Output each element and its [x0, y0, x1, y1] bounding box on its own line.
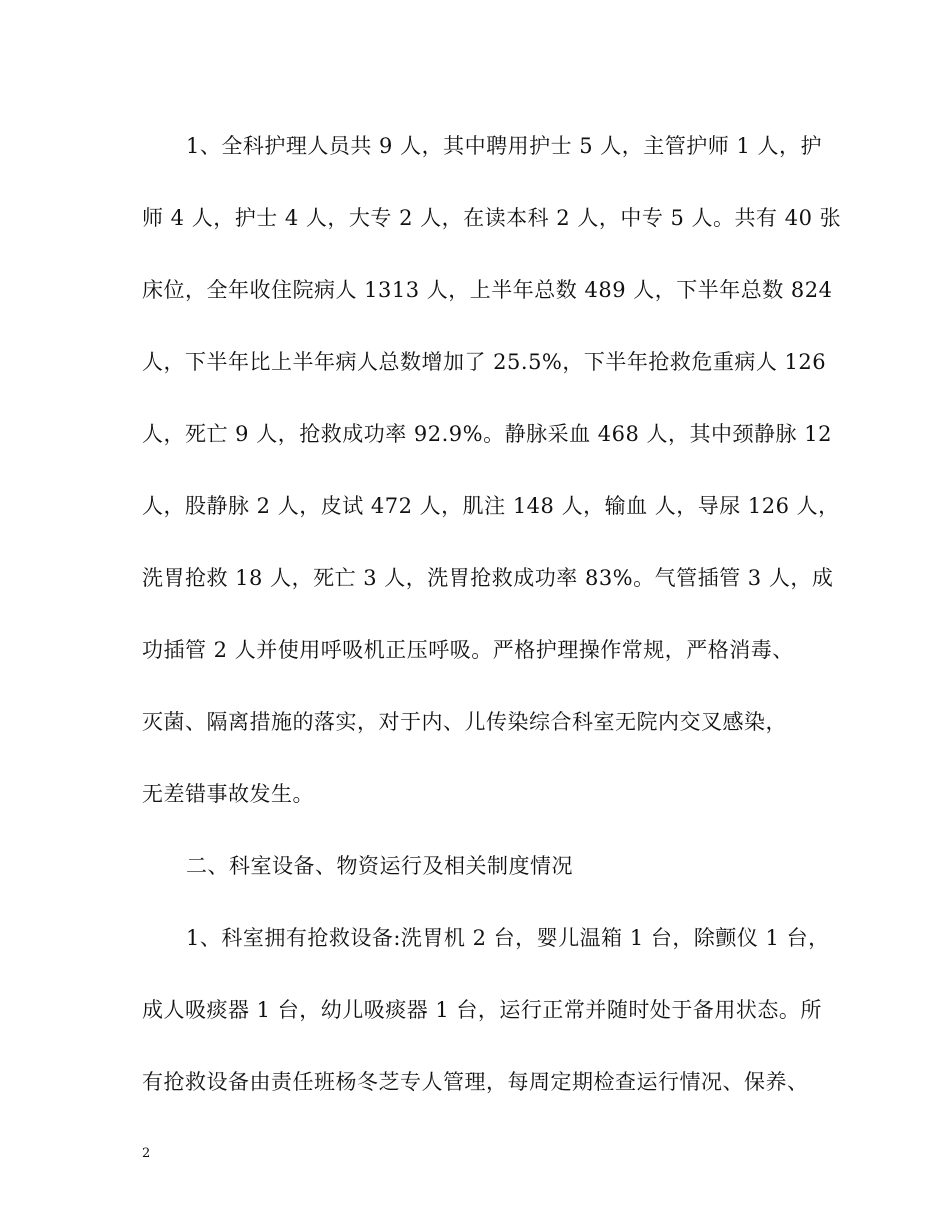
paragraph-1-line-6: 人，股静脉 2 人，皮试 472 人，肌注 148 人，输血 人，导尿 126 人，	[142, 494, 840, 518]
section-heading: 二、科室设备、物资运行及相关制度情况	[186, 854, 573, 878]
paragraph-1-line-9: 灭菌、隔离措施的落实，对于内、儿传染综合科室无院内交叉感染，	[142, 710, 787, 734]
paragraph-2-line-3: 有抢救设备由责任班杨冬芝专人管理，每周定期检查运行情况、保养、	[142, 1070, 809, 1094]
paragraph-2-line-1: 1、科室拥有抢救设备:洗胃机 2 台，婴儿温箱 1 台，除颤仪 1 台，	[186, 926, 830, 950]
paragraph-1-line-3: 床位，全年收住院病人 1313 人，上半年总数 489 人，下半年总数 824	[142, 278, 833, 302]
paragraph-1-line-4: 人，下半年比上半年病人总数增加了 25.5%，下半年抢救危重病人 126	[142, 350, 827, 374]
paragraph-1-line-5: 人，死亡 9 人，抢救成功率 92.9%。静脉采血 468 人，其中颈静脉 12	[142, 422, 832, 446]
paragraph-2-line-2: 成人吸痰器 1 台，幼儿吸痰器 1 台，运行正常并随时处于备用状态。所	[142, 998, 822, 1022]
paragraph-1-line-7: 洗胃抢救 18 人，死亡 3 人，洗胃抢救成功率 83%。气管插管 3 人，成	[142, 566, 834, 590]
paragraph-1-line-1: 1、全科护理人员共 9 人，其中聘用护士 5 人，主管护师 1 人，护	[186, 134, 822, 158]
paragraph-1-line-8: 功插管 2 人并使用呼吸机正压呼吸。严格护理操作常规，严格消毒、	[142, 638, 794, 662]
paragraph-1-line-10: 无差错事故发生。	[142, 782, 314, 806]
paragraph-1-line-2: 师 4 人，护士 4 人，大专 2 人，在读本科 2 人，中专 5 人。共有 40 张	[142, 206, 842, 230]
page-number: 2	[142, 1146, 151, 1161]
